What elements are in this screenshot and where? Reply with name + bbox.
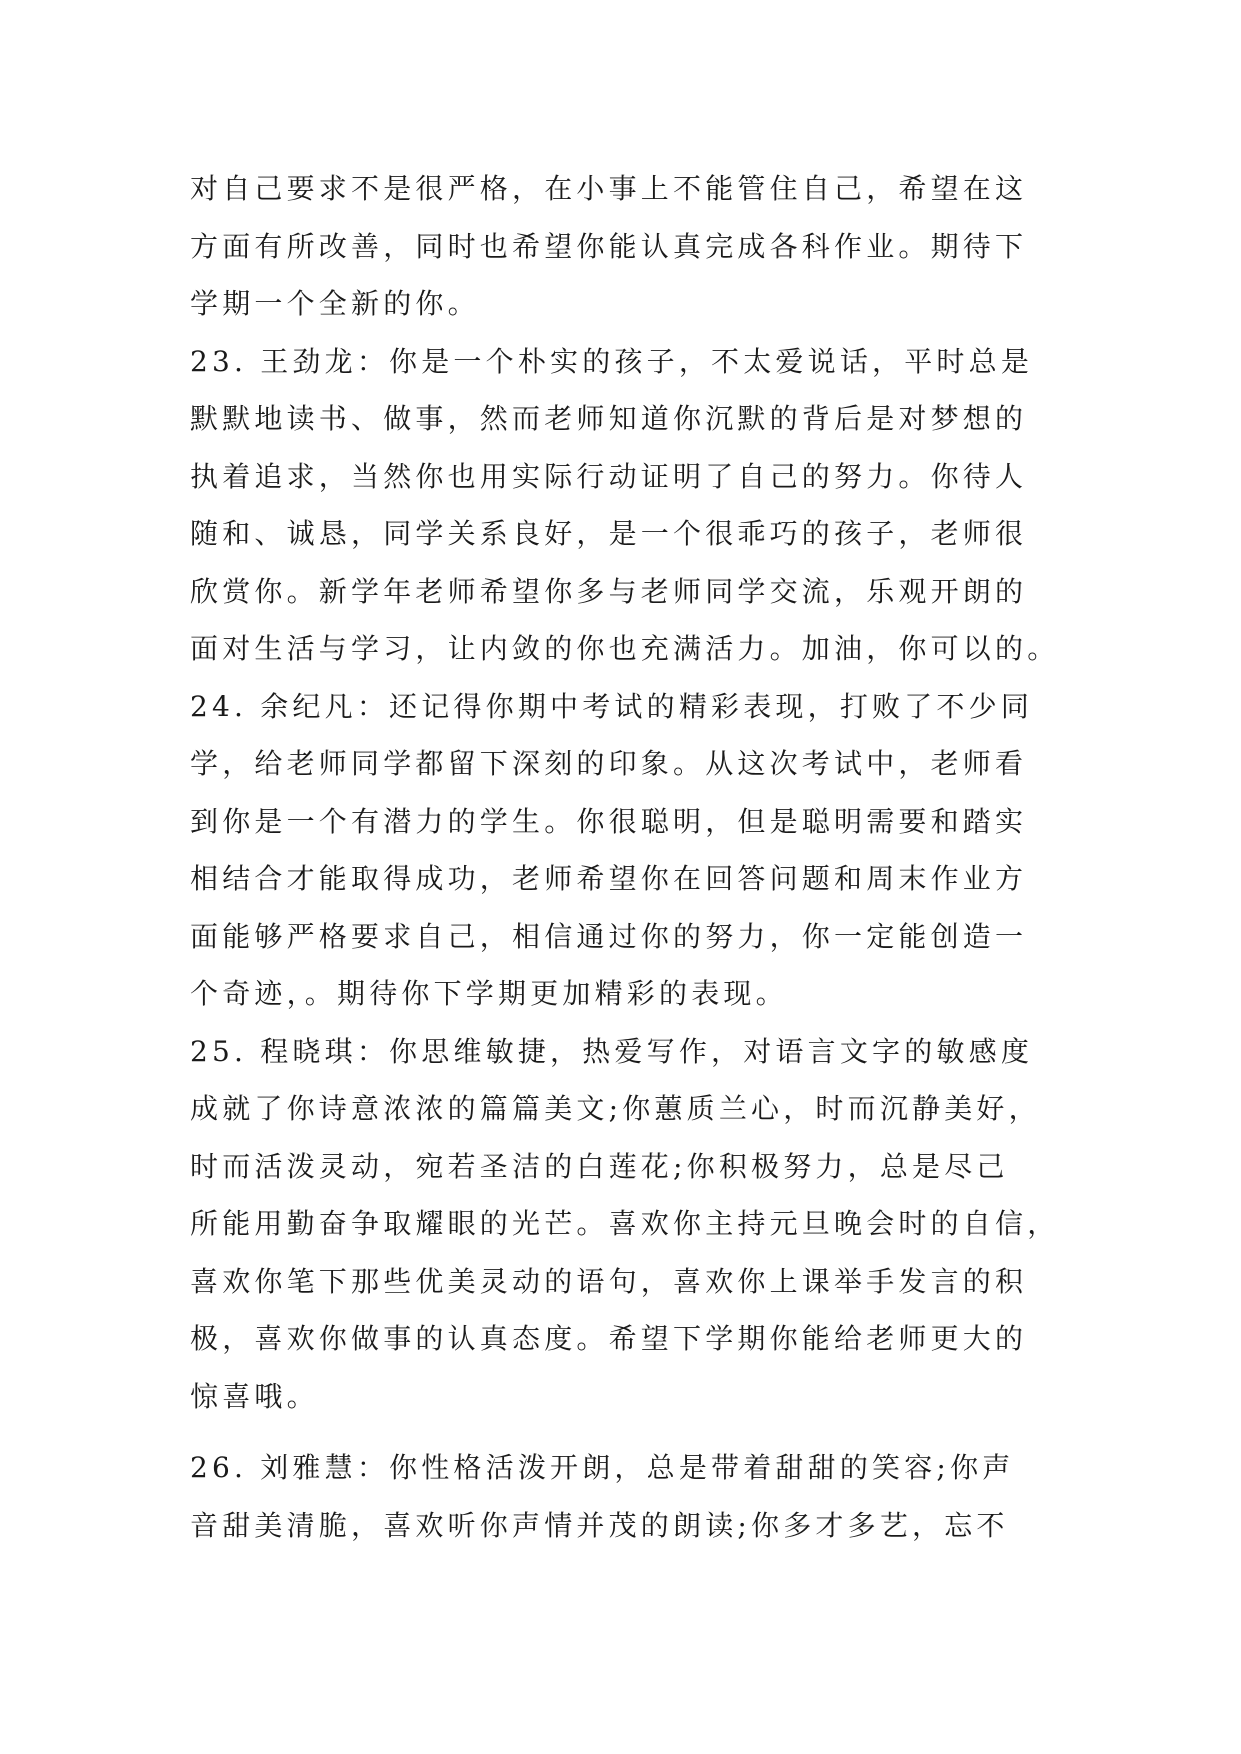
text-line: 喜欢你笔下那些优美灵动的语句，喜欢你上课举手发言的积 [190, 1264, 1028, 1298]
text-line: 执着追求，当然你也用实际行动证明了自己的努力。你待人 [190, 459, 1028, 493]
text-line: 23. 王劲龙：你是一个朴实的孩子，不太爱说话，平时总是 [190, 344, 1034, 378]
text-line: 个奇迹，。期待你下学期更加精彩的表现。 [190, 977, 788, 1010]
text-line: 极，喜欢你做事的认真态度。希望下学期你能给老师更大的 [190, 1322, 1028, 1355]
text-line: 音甜美清脆，喜欢听你声情并茂的朗读;你多才多艺，忘不 [190, 1508, 1009, 1542]
text-line: 方面有所改善，同时也希望你能认真完成各科作业。期待下 [190, 229, 1028, 263]
text-line: 成就了你诗意浓浓的篇篇美文;你蕙质兰心，时而沉静美好， [190, 1092, 1041, 1125]
paragraph-gap [190, 1425, 1062, 1439]
text-line: 面能够严格要求自己，相信通过你的努力，你一定能创造一 [190, 919, 1028, 953]
text-line: 25. 程晓琪：你思维敏捷，热爱写作，对语言文字的敏感度 [190, 1034, 1034, 1068]
text-line: 所能用勤奋争取耀眼的光芒。喜欢你主持元旦晚会时的自信， [190, 1207, 1060, 1240]
text-line: 随和、诚恳，同学关系良好，是一个很乖巧的孩子，老师很 [190, 517, 1028, 550]
text-line: 到你是一个有潜力的学生。你很聪明，但是聪明需要和踏实 [190, 804, 1028, 838]
text-line: 相结合才能取得成功，老师希望你在回答问题和周末作业方 [190, 862, 1028, 895]
text-line: 24. 余纪凡：还记得你期中考试的精彩表现，打败了不少同 [190, 689, 1034, 723]
document-body [190, 160, 1062, 1554]
text-line: 默默地读书、做事，然而老师知道你沉默的背后是对梦想的 [190, 402, 1028, 435]
text-line: 欣赏你。新学年老师希望你多与老师同学交流，乐观开朗的 [190, 574, 1028, 608]
text-line: 对自己要求不是很严格，在小事上不能管住自己，希望在这 [190, 172, 1028, 205]
text-line: 26. 刘雅慧：你性格活泼开朗，总是带着甜甜的笑容;你声 [190, 1451, 1015, 1484]
text-line: 学，给老师同学都留下深刻的印象。从这次考试中，老师看 [190, 747, 1028, 780]
text-line: 面对生活与学习，让内敛的你也充满活力。加油，你可以的。 [190, 632, 1060, 665]
text-line: 时而活泼灵动，宛若圣洁的白莲花;你积极努力，总是尽己 [190, 1149, 1009, 1183]
text-line: 惊喜哦。 [190, 1379, 319, 1413]
text-line: 学期一个全新的你。 [190, 287, 480, 320]
